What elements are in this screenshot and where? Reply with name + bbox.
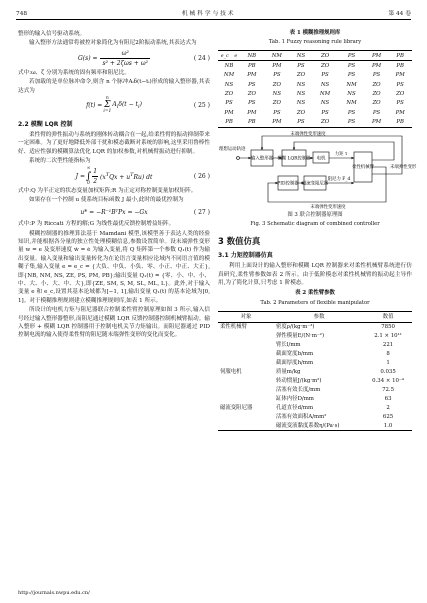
- table-cell: PM: [272, 63, 282, 70]
- table-cell: ZO: [272, 100, 281, 107]
- table-cell: ZO: [320, 63, 330, 70]
- fuzzy-lqr-label: 模糊 LQR控制器: [277, 156, 311, 162]
- table-cell: 625: [382, 413, 394, 420]
- table-cell: ZO: [296, 109, 306, 116]
- section-heading-3: 3 数值仿真: [218, 235, 261, 246]
- table-row: [218, 386, 412, 395]
- table-cell: PS: [248, 100, 256, 107]
- table-row: [218, 377, 412, 386]
- table-cell: [218, 412, 274, 421]
- table-cell: PS: [248, 81, 256, 88]
- table-cell: NS: [296, 90, 306, 97]
- label-ideal-trajectory: 理想运动轨迹: [219, 146, 246, 152]
- table-cell: ZO: [396, 90, 405, 97]
- table-row: [218, 322, 412, 331]
- table-cell: PS: [321, 109, 329, 116]
- table-cell: 截面厚度h/mm: [276, 360, 314, 366]
- table-cell: [218, 341, 274, 350]
- column-header: 数值: [364, 311, 412, 322]
- equation-27: [18, 205, 210, 220]
- table-cell: [218, 350, 274, 359]
- paragraph: 如果存在一个控制 u 使系统目标函数 J 最小,此时的最优控制为: [29, 196, 184, 203]
- volume-label: 第 44 卷: [388, 11, 411, 18]
- table-cell: ZO: [247, 90, 256, 97]
- paragraph: 模糊控制器的推理算法基于 Mamdani 模型,该模型善于表达人类的经验知识,并能根据各分量的独立性处理模糊信息,参数设置简单。设末端弹性变形量 w = e 及变形速度 ẇ = ė 为输入变量,将 Q 矩阵第一个参数 Q₁(t) 作为输出变量。输入变量和输出变量转化为在论语言变量相应论域内不同语言值的模糊子集,输入变量 e = e_c = {大负、中负、小负、零、小正、中正、大正},即{NB, NM, NS, ZE, PS, PM, PB};输出变量 Q₁(t) = {零、小、中、小、中、大、小、大、中、大},即{ZE, SM, S, M, SL, ML, L}。此外,对于输入变量 e 和 e_c,设置其基本论域都为[−1, 1],输出变量 Q₁(t) 的基本论域为[0, 1]。对于模糊推理规则建立模糊推理规则库,如表 1 所示。: [18, 230, 210, 304]
- paragraph: 式中:P 为 Riccati 方程的解;G 为线性最优反馈控制增益矩阵。: [18, 221, 175, 228]
- equation-fraction: [100, 49, 150, 68]
- column-header: NS: [296, 52, 306, 59]
- column-header: PB: [396, 52, 404, 59]
- table-cell: 活塞有效面积A/mm²: [276, 413, 327, 420]
- table-cell: 弹性模量E/(N·m⁻²): [276, 333, 325, 340]
- table-cell: 截面宽度b/mm: [276, 351, 314, 358]
- table-cell: 1: [386, 360, 390, 366]
- table-2-title-en: Tab. 2 Parameters of flexible manipulator: [260, 299, 370, 306]
- table-cell: [218, 377, 274, 386]
- table-cell: PB: [396, 63, 404, 70]
- table-2-title: 表 2 柔性臂参数: [295, 290, 335, 297]
- table-cell: PM: [247, 72, 257, 79]
- equation-body: u* = −R⁻¹BᵀPx = −Gx: [80, 209, 148, 217]
- table-cell: ZO: [372, 81, 381, 88]
- table-row: [218, 395, 412, 404]
- table-cell: ZO: [296, 72, 306, 79]
- table-cell: PM: [371, 63, 382, 70]
- column-header: PM: [371, 52, 382, 59]
- table-cell: 柔性机械臂: [220, 324, 247, 331]
- table-cell: 磁流变液黏度系数η/(Pa·s): [276, 422, 340, 429]
- table-cell: ZO: [372, 100, 381, 107]
- table-cell: PS: [347, 72, 356, 79]
- deform-speed-label: 末端弹性变形速度: [310, 204, 346, 210]
- table-row: [218, 108, 412, 117]
- corner-label-ec: e_c: [220, 53, 229, 59]
- table-cell: [218, 332, 274, 341]
- row-header: NS: [224, 81, 234, 88]
- column-header: 对象: [218, 311, 274, 322]
- row-header: PM: [224, 109, 234, 116]
- table-cell: NS: [272, 90, 282, 97]
- table-cell: 0.34 × 10⁻⁴: [372, 377, 404, 384]
- left-column: [18, 30, 210, 341]
- right-column: [218, 30, 417, 431]
- table-cell: 磁流变阻尼器: [220, 404, 253, 411]
- table-cell: PM: [371, 118, 382, 125]
- table-cell: 221: [382, 342, 394, 349]
- table-row: [218, 99, 412, 108]
- table-cell: 活塞有效长度/mm: [276, 386, 321, 393]
- equation-26: J = ∞ ∫ 0 1 2 $(x^TQx + u^TRu)$ dt ( 26 ): [75, 166, 210, 186]
- table-cell: [218, 421, 274, 430]
- table-cell: PS: [347, 109, 356, 116]
- table-cell: PM: [395, 109, 405, 116]
- column-header: PS: [347, 52, 356, 59]
- table-cell: PS: [273, 72, 281, 79]
- table-cell: 0.035: [380, 368, 396, 375]
- table-cell: 2: [386, 404, 390, 411]
- table-cell: NM: [319, 90, 331, 97]
- table-row: [218, 350, 412, 359]
- section-heading-3-1: 3.1 力矩控制器仿真: [218, 252, 273, 260]
- table-cell: 密度ρ/(kg·m⁻³): [276, 324, 315, 331]
- table-cell: PS: [297, 63, 305, 70]
- table-cell: NS: [296, 81, 306, 88]
- table-corner: [218, 51, 240, 61]
- table-cell: NS: [320, 81, 330, 88]
- paragraph: 若加载的是单位脉冲命令,则含 n 个脉冲Aᵢδ(t−tᵢ)形成的输入整形器,其表达式为: [18, 79, 210, 94]
- table-row: [218, 117, 412, 127]
- paragraph: 系统的二次型性能指标为: [29, 158, 91, 165]
- paragraph: 柔性臂的弹性振动与系统的刚体转动耦合在一起,给柔性臂的振动抑制带来一定困难。为了更好地降低外部干扰和模态截断对系统的影响,这里采用鲁棒性好、适应性强的模糊算法优化 LQR 的加权参数,对机械臂振动进行抑制。: [18, 131, 210, 155]
- table-row: [218, 71, 412, 80]
- table-cell: PS: [372, 72, 381, 79]
- table-cell: PS: [347, 63, 356, 70]
- table-cell: PS: [372, 109, 381, 116]
- deform-label: 末端弹性变形: [390, 164, 417, 170]
- equation-number: ( 27 ): [193, 209, 210, 217]
- fraction-denominator: s² + 2ζωs + ω²: [102, 60, 148, 68]
- equation-lhs: G(s) =: [77, 55, 98, 63]
- table-row: [218, 359, 412, 368]
- figure-3-caption: 图 3 联合控制器原理图: [287, 211, 343, 218]
- column-header: ZO: [320, 52, 330, 59]
- table-cell: 伺服电机: [220, 368, 242, 375]
- table-cell: 转动惯量J/(kg·m²): [276, 377, 322, 384]
- table-row: [218, 332, 412, 341]
- table-cell: NS: [347, 90, 356, 97]
- equation-number: ( 24 ): [193, 55, 210, 63]
- table-cell: PS: [297, 118, 305, 125]
- table-cell: PM: [272, 118, 282, 125]
- section-heading-2-2: 2.2 模糊 LQR 控制: [18, 120, 73, 128]
- table-cell: 臂长l/mm: [276, 342, 301, 349]
- table-cell: 72.5: [382, 386, 395, 393]
- table-cell: 孔道直径d/mm: [276, 404, 314, 411]
- damping-force-label: 阻尼力 F_d: [327, 176, 351, 182]
- table-cell: PB: [248, 118, 256, 125]
- fraction-numerator: ω²: [121, 50, 129, 58]
- table-row: [218, 403, 412, 412]
- table-cell: 质量m/kg: [276, 368, 301, 375]
- equation-number: ( 25 ): [193, 102, 210, 110]
- combined-controller-diagram: [218, 131, 417, 212]
- table-row: [218, 80, 412, 89]
- row-header: NM: [223, 72, 235, 79]
- table-row: [218, 341, 412, 350]
- label-speed-top: 末端弹性变形速度: [290, 131, 326, 137]
- table-cell: PS: [321, 72, 329, 79]
- damper-label: 磁流变阻尼器: [301, 181, 329, 187]
- table-cell: 1.0: [383, 422, 393, 429]
- row-header: PS: [225, 100, 233, 107]
- parameter-table: [218, 311, 412, 432]
- column-header: NM: [271, 52, 282, 59]
- row-header: ZO: [224, 90, 234, 97]
- row-header: NB: [224, 63, 234, 70]
- table-cell: [218, 359, 274, 368]
- table-cell: 7850: [381, 324, 395, 331]
- table-cell: NS: [296, 100, 306, 107]
- table-cell: 8: [386, 351, 390, 358]
- table-cell: NS: [320, 100, 330, 107]
- footer-url: http://journals.nwpu.edu.cn/: [18, 589, 90, 596]
- input-shaper-label: 输入整形器: [251, 156, 273, 162]
- corner-label-e: e: [234, 53, 238, 59]
- column-header: 参数: [274, 311, 364, 322]
- column-header: NB: [247, 52, 257, 59]
- paragraph: 式中:ω、ζ 分别为系统的固有频率和阻尼比。: [18, 69, 130, 76]
- table-cell: NM: [346, 81, 357, 88]
- paragraph: 利用上面设计的输入整形和模糊 LQR 控制器来对柔性机械臂系统进行仿真研究,柔性臂参数如表 2 所示。由于低阶模态对柔性机械臂的振动起主导作用,为了简化计算,只考虑 1 阶模态。: [218, 263, 412, 287]
- equation-25: f(t) = n Σ i=1 $A_i\delta(t - t_i)$ ( 25 ): [86, 95, 210, 115]
- fuzzy-rule-table: [218, 50, 412, 127]
- table-row: [218, 368, 412, 377]
- paragraph: 整形的输入信号驱动系统。: [18, 31, 86, 37]
- table-cell: PS: [273, 109, 281, 116]
- paragraph: 式中:Q 为半正定的状态变量加权矩阵;R 为正定对称控制变量加权矩阵。: [18, 187, 197, 194]
- table-cell: PM: [395, 72, 405, 79]
- table-cell: PM: [247, 109, 257, 116]
- table-cell: PS: [396, 81, 404, 88]
- table-cell: 2.1 × 10¹¹: [374, 333, 402, 340]
- table-cell: NM: [346, 100, 357, 107]
- table-row: [218, 421, 412, 430]
- table-cell: PS: [347, 118, 356, 125]
- journal-title: 机 械 科 学 与 技 术: [181, 11, 234, 18]
- figure-3-caption-en: Fig. 3 Schematic diagram of combined controller: [250, 220, 380, 227]
- paragraph: 输入整形方法通常将被控对象简化为有阻尼2阶振动系统,其表达式为: [29, 40, 197, 47]
- table-1-title-en: Tab. 1 Fuzzy reasoning rule library: [268, 39, 362, 46]
- table-row: [218, 412, 412, 421]
- motor-label: 电机: [316, 156, 326, 162]
- table-cell: [218, 386, 274, 395]
- table-cell: ZO: [320, 118, 330, 125]
- table-cell: ZO: [372, 90, 381, 97]
- table-cell: PS: [396, 100, 404, 107]
- paragraph: 所设计的电机力矩与阻尼器联合控制柔性臂控制原理如图 3 所示,输入信号经过输入整形器整形,而阻尼通过模糊 LQR 反馈控制器控制机械臂振动。输入整形 + 模糊 LQR 控制器用于控制电机关节力矩输出。而阻尼器通过 PID 控制电流的输入使得柔性臂的阻尼随末端弹性变形的变化而变化。: [18, 307, 210, 339]
- equation-24: [18, 49, 210, 69]
- arm-label: 柔性机械臂: [352, 164, 374, 170]
- table-cell: 63: [384, 395, 392, 402]
- table-cell: PB: [248, 63, 256, 70]
- table-cell: PB: [396, 118, 404, 125]
- table-1-title: 表 1 模糊推理规则库: [289, 30, 341, 36]
- torque-label: 力矩 τ: [334, 151, 348, 157]
- pid-label: PID控制器: [277, 181, 299, 187]
- table-cell: [218, 395, 274, 404]
- running-header: [16, 10, 411, 20]
- table-cell: 缸体内径D/mm: [276, 395, 314, 402]
- page-number: 748: [16, 11, 28, 18]
- equation-number: ( 26 ): [193, 173, 210, 181]
- table-row: [218, 61, 412, 71]
- table-cell: ZO: [272, 81, 281, 88]
- table-row: [218, 89, 412, 98]
- row-header: PB: [225, 118, 233, 125]
